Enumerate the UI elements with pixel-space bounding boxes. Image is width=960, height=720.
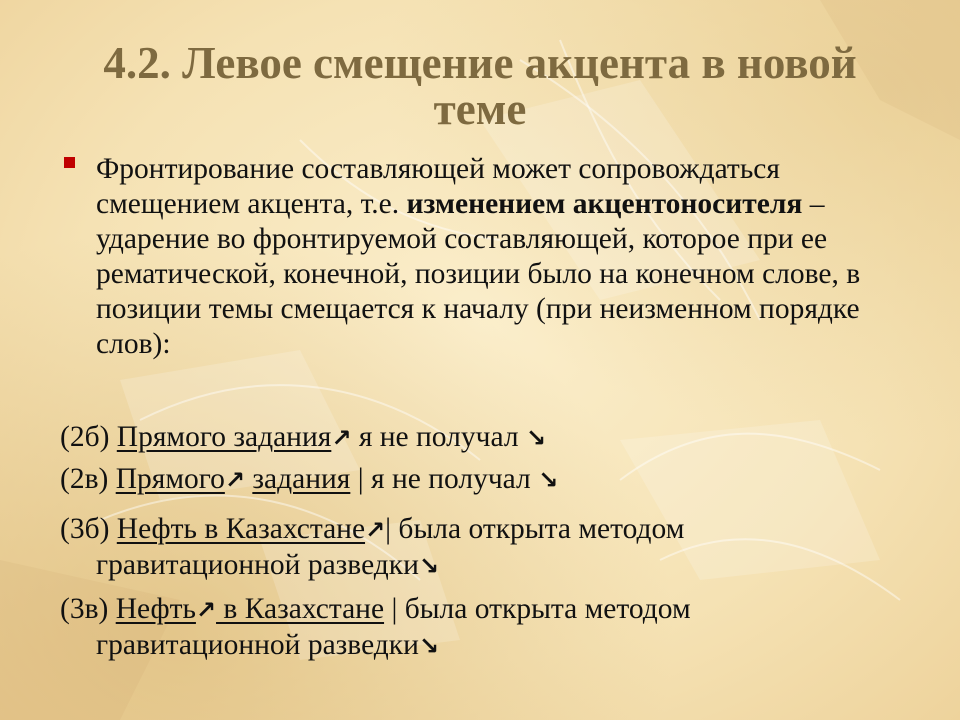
slide-title <box>40 40 920 132</box>
example-label: (2б) <box>60 421 117 453</box>
falling-arrow-icon: ↘ <box>418 632 440 660</box>
example-continuation <box>60 548 920 584</box>
bullet-paragraph <box>96 152 896 362</box>
bullet-text-part-2: – ударение во фронтируемой составляющей, которое при ее рематической, конечной, позиции было на конечном слове, в позиции темы смещается к началу (при неизменном порядке слов): <box>96 188 861 360</box>
example-rest: | была открыта методом <box>385 513 685 545</box>
square-bullet-icon <box>64 157 75 168</box>
rising-arrow-icon: ↗ <box>224 466 245 494</box>
example-rest: я не получал <box>351 421 526 453</box>
example-theme-underlined: Нефть в Казахстане <box>116 513 366 545</box>
example-label: (2в) <box>60 463 116 495</box>
example-rest: | была открыта методом <box>384 593 691 625</box>
example-line-2: гравитационной разведки <box>96 549 419 581</box>
falling-arrow-icon: ↘ <box>538 466 559 494</box>
example-3v <box>60 592 920 664</box>
example-continuation <box>60 628 920 664</box>
example-2b <box>60 420 920 456</box>
example-theme-underlined: в Казахстане <box>216 593 385 625</box>
example-label: (3в) <box>60 593 116 625</box>
rising-arrow-icon: ↗ <box>365 516 386 544</box>
example-theme-underlined: задания <box>252 463 351 495</box>
example-accent-underlined: Нефть <box>115 593 196 625</box>
title-line-2: теме <box>433 84 527 134</box>
example-label: (3б) <box>60 513 117 545</box>
bullet-text-part-1: Фронтирование составляющей может сопровождаться смещением акцента, т.е. <box>96 153 780 220</box>
example-3b <box>60 512 920 584</box>
falling-arrow-icon: ↘ <box>525 424 547 452</box>
example-accent-underlined: Прямого <box>115 463 225 495</box>
example-2v <box>60 462 920 498</box>
example-rest: | я не получал <box>350 463 539 495</box>
example-line-2: гравитационной разведки <box>96 629 419 661</box>
rising-arrow-icon: ↗ <box>195 596 217 624</box>
title-line-1: 4.2. Левое смещение акцента в новой <box>103 38 857 88</box>
example-theme-underlined: Прямого задания <box>116 421 332 453</box>
bullet-text-bold: изменением акцентоносителя <box>406 188 803 220</box>
falling-arrow-icon: ↘ <box>418 552 440 580</box>
rising-arrow-icon: ↗ <box>331 424 352 452</box>
